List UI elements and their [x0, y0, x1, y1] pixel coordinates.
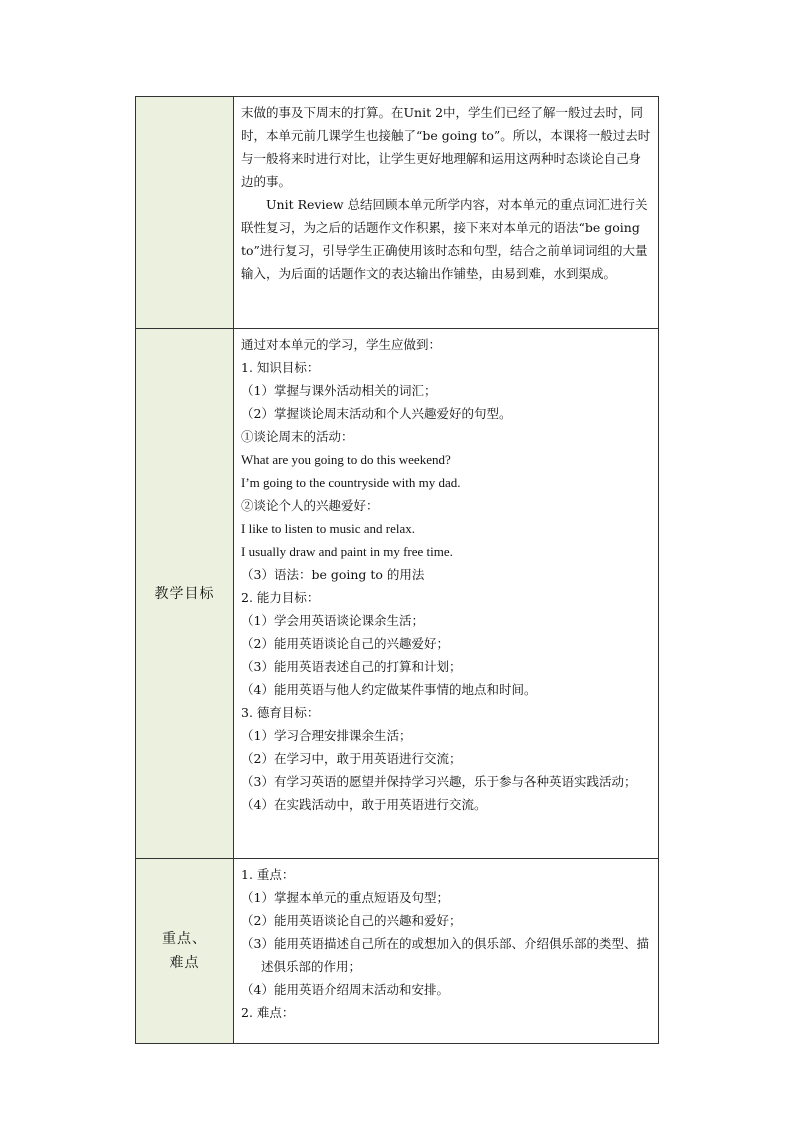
text-line: （1）学会用英语谈论课余生活； [241, 613, 424, 628]
text-line: （2）掌握谈论周末活动和个人兴趣爱好的句型。 [241, 406, 512, 421]
text-line: （2）在学习中，敢于用英语进行交流； [241, 751, 462, 766]
label-line: 难点 [169, 955, 200, 971]
label-line: 重点、 [162, 931, 207, 947]
text-line: （4）在实践活动中，敢于用英语进行交流。 [241, 797, 487, 812]
content-cell [234, 329, 659, 859]
example-sentence: I’m going to the countryside with my dad. [241, 475, 461, 490]
text-line: （3）有学习英语的愿望并保持学习兴趣，乐于参与各种英语实践活动； [241, 774, 637, 789]
table-row [136, 329, 659, 859]
paragraph: 末做的事及下周末的打算。在Unit 2中，学生们已经了解一般过去时，同时，本单元前几课学生也接触了“be going to”。所以，本课将一般过去时与一般将来时进行对比，让学生更好地理解和运用这两种时态谈论自己身边的事。 [241, 105, 651, 189]
text-line: 1. 知识目标： [241, 360, 320, 375]
example-sentence: I usually draw and paint in my free time. [241, 544, 453, 559]
text-line: （3）能用英语表述自己的打算和计划； [241, 659, 462, 674]
content-cell [234, 97, 659, 329]
text-line: 2. 能力目标： [241, 590, 320, 605]
content-cell [234, 859, 659, 1044]
text-line: （1）学习合理安排课余生活； [241, 728, 412, 743]
text-line: （4）能用英语介绍周末活动和安排。 [241, 982, 449, 997]
text-line: （1）掌握与课外活动相关的词汇； [241, 383, 437, 398]
table-row [136, 97, 659, 329]
example-sentence: I like to listen to music and relax. [241, 521, 416, 536]
text-line: （2）能用英语谈论自己的兴趣爱好； [241, 636, 449, 651]
row-label-objectives: 教学目标 [136, 329, 234, 859]
text-line: （2）能用英语谈论自己的兴趣和爱好； [241, 913, 462, 928]
text-line: （1）掌握本单元的重点短语及句型； [241, 890, 449, 905]
text-line: ①谈论周末的活动： [241, 429, 354, 444]
text-line: ②谈论个人的兴趣爱好： [241, 498, 379, 513]
row-label-key-points [136, 859, 234, 1044]
text-line: 通过对本单元的学习，学生应做到： [241, 337, 442, 352]
text-line: 2. 难点： [241, 1005, 295, 1020]
lesson-plan-table [135, 96, 659, 1044]
text-line: 3. 德育目标： [241, 705, 320, 720]
text-line: （4）能用英语与他人约定做某件事情的地点和时间。 [241, 682, 537, 697]
text-line: （3）语法：be going to 的用法 [241, 567, 425, 582]
table-row [136, 859, 659, 1044]
example-sentence: What are you going to do this weekend? [241, 452, 451, 467]
row-label-empty [136, 97, 234, 329]
text-line: 1. 重点： [241, 867, 295, 882]
text-line: （3）能用英语描述自己所在的或想加入的俱乐部、介绍俱乐部的类型、描述俱乐部的作用； [241, 936, 649, 974]
paragraph: Unit Review 总结回顾本单元所学内容，对本单元的重点词汇进行关联性复习，为之后的话题作文作积累，接下来对本单元的语法“be going to”进行复习，引导学生正确使用该时态和句型，结合之前单词词组的大量输入，为后面的话题作文的表达输出作铺垫，由易到难，水到渠成。 [241, 197, 648, 281]
